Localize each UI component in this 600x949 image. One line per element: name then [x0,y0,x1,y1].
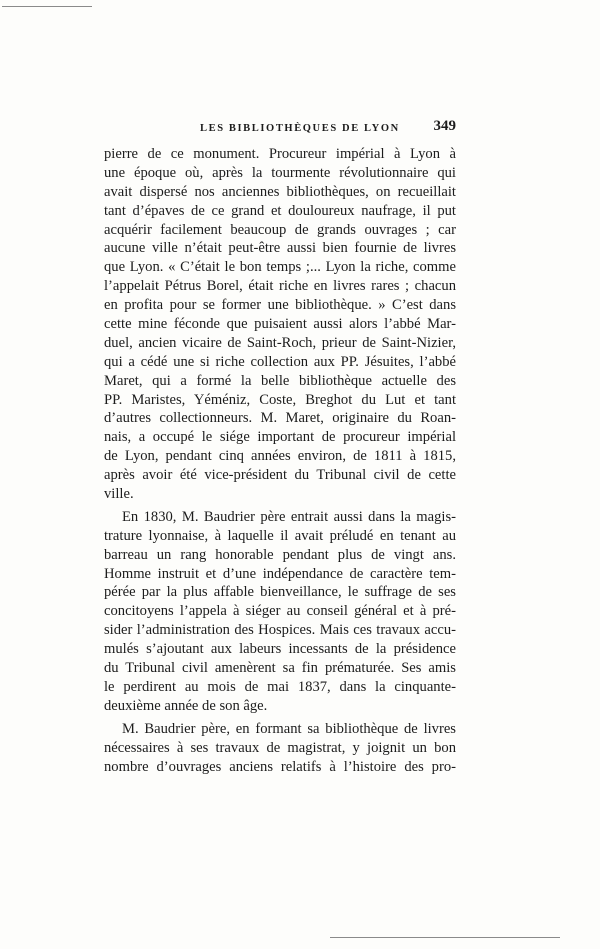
text-line: concitoyens l’appela à siéger au conseil général et à pré- [104,603,456,620]
text-line: l’appelait Pétrus Borel, était riche en livres rares ; chacun [104,278,456,295]
text-line: mulés s’ajoutant aux labeurs incessants de la présidence [104,641,456,658]
text-line: En 1830, M. Baudrier père entrait aussi dans la magis- [122,508,456,525]
text-line: que Lyon. « C’était le bon temps ;... Lyon la riche, comme [104,259,456,276]
text-line: pérée par la plus affable bienveillance, le suffrage de ses [104,584,456,601]
text-line: nais, a occupé le siége important de procureur impérial [104,429,456,446]
text-line: ville. [104,486,134,503]
text-line: PP. Maristes, Yéméniz, Coste, Breghot du Lut et tant [104,391,456,408]
text-line: pierre de ce monument. Procureur impérial à Lyon à [104,146,456,162]
text-line: le perdirent au mois de mai 1837, dans la cinquante- [104,678,456,695]
text-line: avait dispersé nos anciennes bibliothèques, on recueillait [104,183,456,200]
running-title: LES BIBLIOTHÈQUES DE LYON [200,123,400,134]
text-line: duel, ancien vicaire de Saint-Roch, prieur de Saint-Nizier, [104,334,456,351]
text-line: deuxième année de son âge. [104,697,268,714]
text-line: du Tribunal civil amenèrent sa fin prématurée. Ses amis [104,660,456,677]
text-line: trature lyonnaise, à laquelle il avait préludé en tenant au [104,527,456,544]
text-line: nombre d’ouvrages anciens relatifs à l’histoire des pro- [104,758,456,775]
text-line: une époque où, après la tourmente révolutionnaire qui [104,164,456,181]
text-line: sider l’administration des Hospices. Mais ces travaux accu- [104,622,456,639]
text-line: d’autres collectionneurs. M. Maret, originaire du Roan- [104,410,456,427]
text-line: après avoir été vice-président du Tribunal civil de cette [104,467,456,484]
text-line: cette mine féconde que puisaient aussi alors l’abbé Mar- [104,316,456,333]
text-line: M. Baudrier père, en formant sa bibliothèque de livres [122,720,456,737]
text-line: nécessaires à ses travaux de magistrat, y joignit un bon [104,739,456,756]
text-line: qui a cédé une si riche collection aux PP. Jésuites, l’abbé [104,353,456,370]
paragraph-3 [104,720,456,777]
body-text [104,145,456,776]
paragraph-2 [104,508,456,716]
text-line: de Lyon, pendant cinq années environ, de 1811 à 1815, [104,448,456,465]
page-number: 349 [433,118,456,134]
text-line: Maret, qui a formé la belle bibliothèque actuelle des [104,372,456,389]
text-line: Homme instruit et d’une indépendance de caractère tem- [104,565,456,582]
page-header [104,118,456,140]
text-line: en profita pour se former une bibliothèque. » C’est dans [104,297,456,314]
text-line: barreau un rang honorable pendant plus de vingt ans. [104,546,456,563]
text-line: acquérir facilement beaucoup de grands ouvrages ; car [104,221,456,238]
scan-mark [330,937,560,938]
text-line: tant d’épaves de ce grand et douloureux naufrage, il put [104,202,456,219]
text-line: aucune ville n’était peut-être aussi bien fournie de livres [104,240,456,257]
scan-mark [2,6,92,7]
paragraph-1 [104,145,456,504]
